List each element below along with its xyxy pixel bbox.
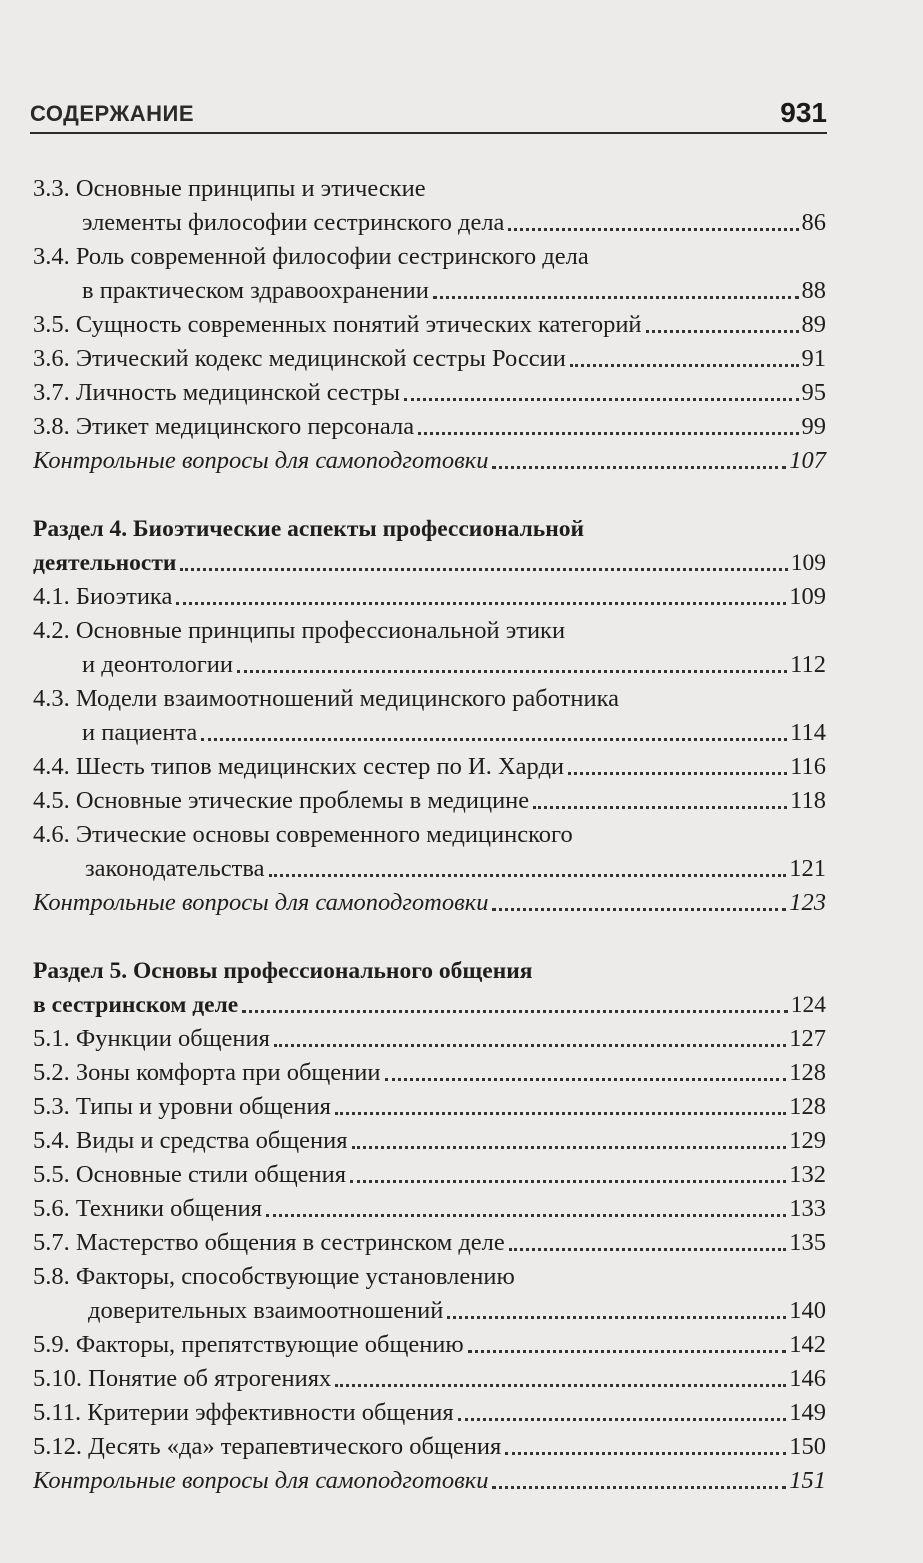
toc-entry: и деонтологии 112: [82, 651, 826, 678]
toc-page-number: 135: [789, 1229, 826, 1256]
toc-page-number: 123: [789, 889, 826, 916]
toc-entry-review-questions: Контрольные вопросы для самоподготовки 123: [33, 889, 826, 916]
toc-page-number: 107: [789, 447, 826, 474]
toc-entry: 4.1. Биоэтика 109: [33, 583, 826, 610]
leader-dots: [508, 227, 798, 231]
toc-entry-review-questions: Контрольные вопросы для самоподготовки 107: [33, 447, 826, 474]
toc-entry: 5.8. Факторы, способствующие установлению: [33, 1263, 515, 1290]
leader-dots: [352, 1145, 787, 1149]
toc-page-number: 95: [801, 379, 826, 406]
leader-dots: [492, 1485, 786, 1489]
running-header: [30, 94, 827, 134]
toc-entry: 5.5. Основные стили общения 132: [33, 1161, 826, 1188]
toc-entry: 3.3. Основные принципы и этические: [33, 175, 426, 202]
toc-entry: 4.5. Основные этические проблемы в медицине 118: [33, 787, 826, 814]
leader-dots: [350, 1179, 786, 1183]
toc-entry: 5.11. Критерии эффективности общения 149: [33, 1399, 826, 1426]
leader-dots: [418, 431, 798, 435]
leader-dots: [570, 363, 799, 367]
toc-entry: 5.3. Типы и уровни общения 128: [33, 1093, 826, 1120]
toc-entry: законодательства 121: [85, 855, 826, 882]
leader-dots: [335, 1111, 786, 1115]
leader-dots: [266, 1213, 786, 1217]
toc-entry: 5.10. Понятие об ятрогениях 146: [33, 1365, 826, 1392]
leader-dots: [568, 771, 787, 775]
leader-dots: [492, 465, 786, 469]
section-gap: [33, 918, 826, 952]
toc-page-number: 118: [790, 787, 826, 814]
toc-entry: 4.3. Модели взаимоотношений медицинского работника: [33, 685, 619, 712]
leader-dots: [509, 1247, 786, 1251]
toc-entry: 5.2. Зоны комфорта при общении 128: [33, 1059, 826, 1086]
toc-page-number: 89: [801, 311, 826, 338]
toc-page-number: 128: [789, 1093, 826, 1120]
leader-dots: [533, 805, 787, 809]
toc-page-number: 86: [801, 209, 826, 236]
toc-page-number: 129: [789, 1127, 826, 1154]
leader-dots: [646, 329, 799, 333]
toc-page-number: 109: [790, 550, 826, 576]
header-page-number: 931: [780, 97, 827, 128]
toc-entry: 5.6. Техники общения 133: [33, 1195, 826, 1222]
toc-entry: 4.2. Основные принципы профессиональной этики: [33, 617, 566, 644]
toc-page-number: 132: [789, 1161, 826, 1188]
header-title: СОДЕРЖАНИЕ: [30, 101, 195, 126]
toc-page-number: 91: [801, 345, 826, 372]
leader-dots: [447, 1315, 786, 1319]
leader-dots: [176, 601, 786, 605]
toc-entry: 3.6. Этический кодекс медицинской сестры России 91: [33, 345, 826, 372]
toc-page-number: 128: [789, 1059, 826, 1086]
leader-dots: [492, 907, 786, 911]
toc-entry: 5.7. Мастерство общения в сестринском деле 135: [33, 1229, 826, 1256]
toc-section-heading: Раздел 4. Биоэтические аспекты профессиональной: [33, 516, 585, 542]
toc-entry: и пациента 114: [82, 719, 826, 746]
toc-entry-review-questions: Контрольные вопросы для самоподготовки 151: [33, 1467, 826, 1494]
toc-entry: 3.5. Сущность современных понятий этических категорий 89: [33, 311, 826, 338]
leader-dots: [180, 567, 787, 571]
toc-section-heading: в сестринском деле 124: [33, 992, 826, 1018]
leader-dots: [404, 397, 798, 401]
leader-dots: [468, 1349, 787, 1353]
toc-entry: 5.9. Факторы, препятствующие общению 142: [33, 1331, 826, 1358]
leader-dots: [201, 737, 787, 741]
toc-page-number: 149: [789, 1399, 826, 1426]
toc-page-number: 124: [790, 992, 826, 1018]
toc-page-number: 116: [790, 753, 826, 780]
toc-page-number: 146: [789, 1365, 826, 1392]
toc-section-heading: Раздел 5. Основы профессионального общения: [33, 958, 533, 984]
leader-dots: [237, 669, 787, 673]
toc-page-number: 88: [801, 277, 826, 304]
leader-dots: [274, 1043, 786, 1047]
toc-entry: 3.8. Этикет медицинского персонала 99: [33, 413, 826, 440]
toc-page-number: 112: [790, 651, 826, 678]
toc-page-number: 150: [789, 1433, 826, 1460]
toc-entry: 3.7. Личность медицинской сестры 95: [33, 379, 826, 406]
toc-entry: 5.12. Десять «да» терапевтического общения 150: [33, 1433, 826, 1460]
toc-page-number: 127: [789, 1025, 826, 1052]
toc-entry: в практическом здравоохранении 88: [82, 277, 826, 304]
toc-page-number: 133: [789, 1195, 826, 1222]
toc-entry: 5.1. Функции общения 127: [33, 1025, 826, 1052]
leader-dots: [505, 1451, 786, 1455]
toc-page-number: 142: [789, 1331, 826, 1358]
toc-page-number: 99: [801, 413, 826, 440]
leader-dots: [269, 873, 787, 877]
table-of-contents: [33, 170, 826, 1496]
toc-entry: элементы философии сестринского дела 86: [82, 209, 826, 236]
leader-dots: [433, 295, 799, 299]
toc-page-number: 151: [789, 1467, 826, 1494]
leader-dots: [335, 1383, 786, 1387]
toc-entry: 3.4. Роль современной философии сестринского дела: [33, 243, 589, 270]
toc-section-heading: деятельности 109: [33, 550, 826, 576]
toc-entry: доверительных взаимоотношений 140: [88, 1297, 826, 1324]
toc-page-number: 114: [790, 719, 826, 746]
leader-dots: [385, 1077, 787, 1081]
toc-page-number: 109: [789, 583, 826, 610]
section-gap: [33, 476, 826, 510]
toc-entry: 4.6. Этические основы современного медицинского: [33, 821, 573, 848]
toc-entry: 4.4. Шесть типов медицинских сестер по И. Харди 116: [33, 753, 826, 780]
leader-dots: [458, 1417, 787, 1421]
toc-page-number: 140: [789, 1297, 826, 1324]
toc-entry: 5.4. Виды и средства общения 129: [33, 1127, 826, 1154]
toc-page-number: 121: [789, 855, 826, 882]
leader-dots: [242, 1009, 788, 1013]
